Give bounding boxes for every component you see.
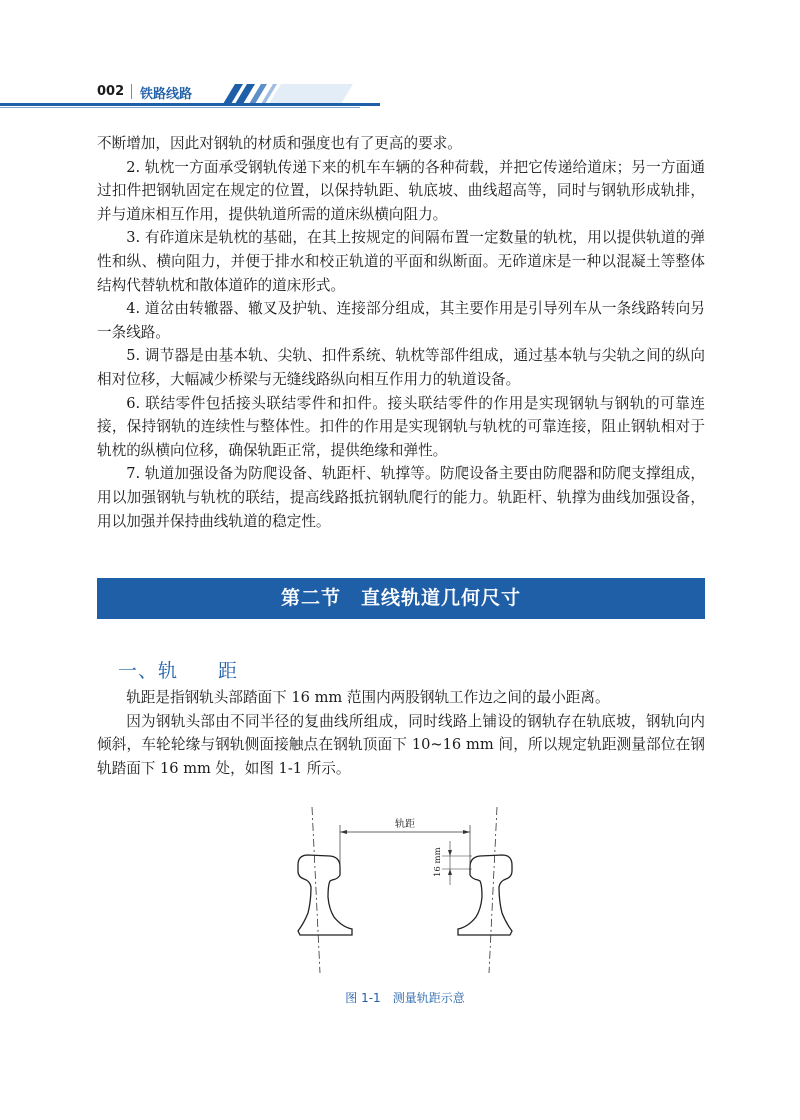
paragraph-gauge-definition: 轨距是指钢轨头部踏面下 16 mm 范围内两股钢轨工作边之间的最小距离。 bbox=[126, 689, 610, 706]
body-text bbox=[97, 132, 705, 533]
header-stripes-decoration bbox=[213, 84, 373, 104]
gauge-arrow-left bbox=[340, 830, 347, 834]
left-rail-axis bbox=[312, 807, 320, 973]
subsection-heading: 一、轨 距 bbox=[118, 660, 239, 682]
header-rule-thin bbox=[0, 107, 360, 108]
depth-arrow-top bbox=[448, 850, 452, 856]
figure-caption: 图 1-1 测量轨距示意 bbox=[345, 991, 465, 1005]
gauge-arrow-right bbox=[463, 830, 470, 834]
paragraph-reinforcement: 7. 轨道加强设备为防爬设备、轨距杆、轨撑等。防爬设备主要由防爬器和防爬支撑组成，用以加强钢轨与轨枕的联结，提高线路抵抗钢轨爬行的能力。轨距杆、轨撑为曲线加强设备，用以加强并保持曲线轨道的稳定性。 bbox=[97, 465, 705, 530]
paragraph-sleeper: 2. 轨枕一方面承受钢轨传递下来的机车车辆的各种荷载，并把它传递给道床；另一方面通过扣件把钢轨固定在规定的位置，以保持轨距、轨底坡、曲线超高等，同时与钢轨形成轨排，并与道床相互作用，提供轨道所需的道床纵横向阻力。 bbox=[97, 158, 705, 223]
page-number: 002 bbox=[97, 84, 125, 99]
depth-label: 16 mm bbox=[433, 847, 443, 877]
chapter-title: 铁路线路 bbox=[140, 87, 193, 102]
depth-arrow-bottom bbox=[448, 869, 452, 875]
body-text-gauge bbox=[97, 686, 705, 780]
header-separator bbox=[131, 84, 132, 99]
rail-gauge-figure bbox=[290, 805, 520, 975]
paragraph-adjuster: 5. 调节器是由基本轨、尖轨、扣件系统、轨枕等部件组成，通过基本轨与尖轨之间的纵向相对位移，大幅减少桥梁与无缝线路纵向相互作用力的轨道设备。 bbox=[97, 347, 705, 388]
right-rail-axis bbox=[489, 807, 497, 973]
gauge-label: 轨距 bbox=[395, 819, 415, 830]
left-rail-profile bbox=[298, 855, 352, 935]
paragraph-fastening: 6. 联结零件包括接头联结零件和扣件。接头联结零件的作用是实现钢轨与钢轨的可靠连接，保持钢轨的连续性与整体性。扣件的作用是实现钢轨与轨枕的可靠连接，阻止钢轨相对于轨枕的纵横向位移，确保轨距正常，提供绝缘和弹性。 bbox=[97, 394, 705, 459]
header-rule bbox=[0, 103, 380, 106]
paragraph-continued: 不断增加，因此对钢轨的材质和强度也有了更高的要求。 bbox=[97, 135, 462, 152]
paragraph-turnout: 4. 道岔由转辙器、辙叉及护轨、连接部分组成，其主要作用是引导列车从一条线路转向另一条线路。 bbox=[97, 300, 705, 341]
section-title-banner: 第二节 直线轨道几何尺寸 bbox=[97, 578, 705, 619]
paragraph-gauge-measurement: 因为钢轨头部由不同半径的复曲线所组成，同时线路上铺设的钢轨存在轨底坡，钢轨向内倾斜，车轮轮缘与钢轨侧面接触点在钢轨顶面下 10~16 mm 间，所以规定轨距测量部位在钢轨踏面下 16 mm 处，如图 1-1 所示。 bbox=[97, 712, 705, 777]
paragraph-ballast: 3. 有砟道床是轨枕的基础，在其上按规定的间隔布置一定数量的轨枕，用以提供轨道的弹性和纵、横向阻力，并便于排水和校正轨道的平面和纵断面。无砟道床是一种以混凝土等整体结构代替轨枕和散体道砟的道床形式。 bbox=[97, 229, 705, 294]
right-rail-profile bbox=[458, 855, 512, 935]
